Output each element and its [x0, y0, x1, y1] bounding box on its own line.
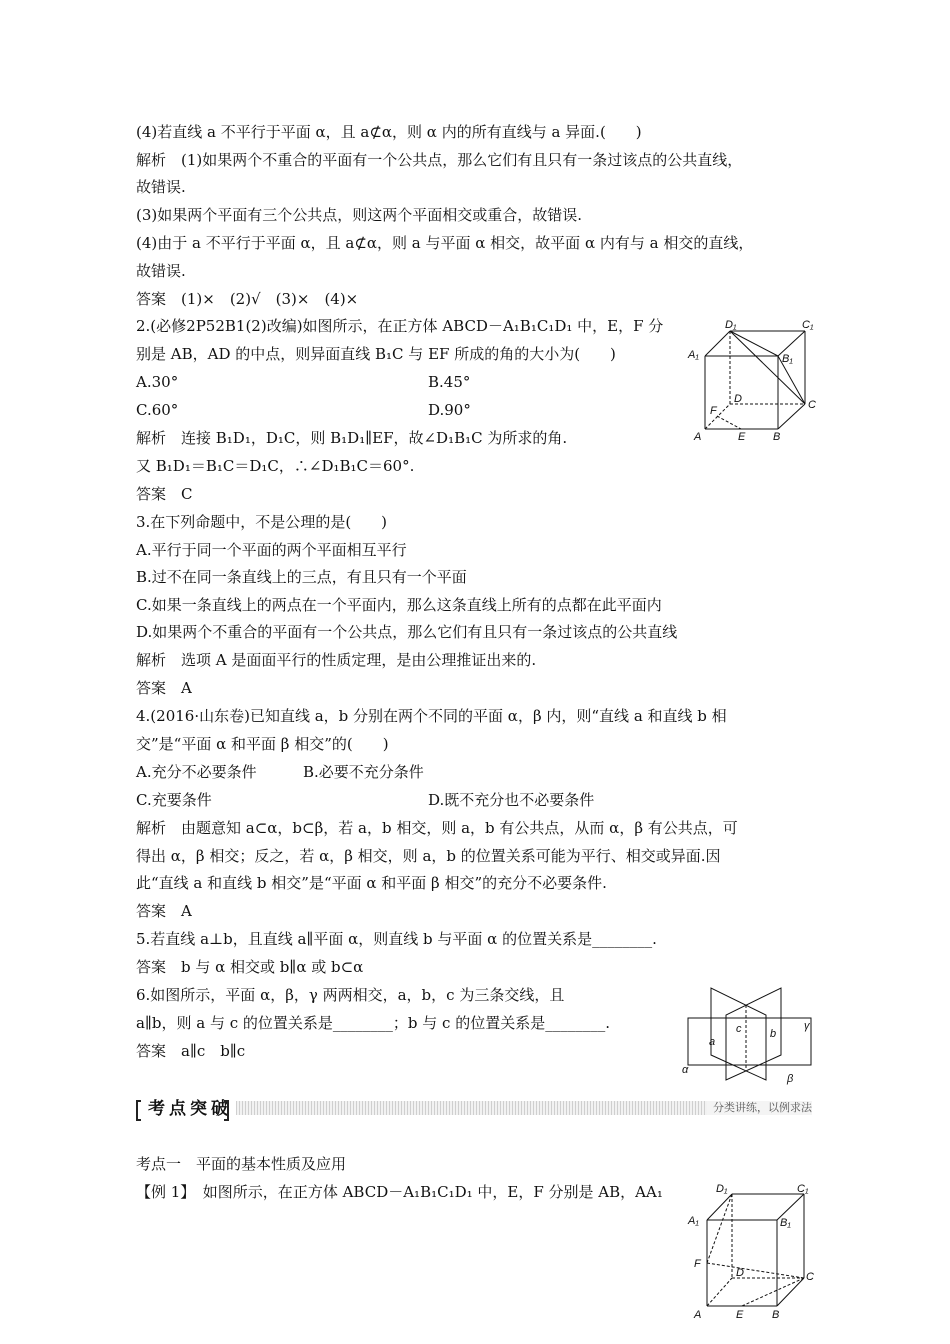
solution2-line1: 解析 连接 B₁D₁，D₁C，则 B₁D₁∥EF，故∠D₁B₁C 为所求的角. — [136, 429, 568, 447]
section-subtitle: 分类讲练，以例求法 — [707, 1101, 812, 1115]
planes-figure-q6 — [676, 985, 821, 1085]
cube1-label-d: D — [734, 393, 742, 405]
example1-stem: 【例 1】 如图所示，在正方体 ABCD－A₁B₁C₁D₁ 中，E，F 分别是 AB，AA₁ — [136, 1183, 663, 1201]
q6-line1: 6.如图所示，平面 α，β，γ 两两相交，a，b，c 为三条交线，且 — [136, 986, 565, 1004]
cube2-label-b1: B₁ — [780, 1217, 791, 1229]
cube1-label-e: E — [738, 431, 746, 443]
plane-label-alpha: α — [682, 1064, 689, 1076]
cube2-label-f: F — [694, 1258, 701, 1270]
cube1-label-f: F — [710, 405, 717, 417]
q4-option-a: A.充分不必要条件 — [136, 763, 257, 781]
cube-figure-example1 — [682, 1180, 822, 1320]
q4-option-c: C.充要条件 — [136, 791, 212, 809]
q5-stem: 5.若直线 a⊥b，且直线 a∥平面 α，则直线 b 与平面 α 的位置关系是________. — [136, 930, 657, 948]
cube1-label-d1: D₁ — [725, 319, 737, 331]
solution1-line2: 故错误. — [136, 178, 186, 196]
q2-option-d: D.90° — [428, 401, 471, 419]
q2-line1: 2.(必修2P52B1(2)改编)如图所示，在正方体 ABCD－A₁B₁C₁D₁ 中，E，F 分 — [136, 317, 664, 335]
cube1-label-c: C — [808, 399, 816, 411]
answer2: 答案 C — [136, 485, 193, 503]
solution4-line2: 得出 α，β 相交；反之，若 α，β 相交，则 a，b 的位置关系可能为平行、相交或异面.因 — [136, 847, 721, 865]
q2-option-a: A.30° — [136, 373, 179, 391]
solution1-line4: (4)由于 a 不平行于平面 α，且 a⊄α，则 a 与平面 α 相交，故平面 α 内有与 a 相交的直线， — [136, 234, 754, 252]
solution1-line1: 解析 (1)如果两个不重合的平面有一个公共点，那么它们有且只有一条过该点的公共直线， — [136, 151, 743, 169]
cube2-label-d1: D₁ — [716, 1183, 728, 1195]
q4-option-d: D.既不充分也不必要条件 — [428, 791, 595, 809]
cube1-label-b: B — [773, 431, 781, 443]
plane-label-gamma: γ — [804, 1020, 810, 1032]
solution4-line3: 此“直线 a 和直线 b 相交”是“平面 α 和平面 β 相交”的充分不必要条件. — [136, 874, 607, 892]
band-right-bracket — [224, 1100, 229, 1121]
answer5: 答案 b 与 α 相交或 b∥α 或 b⊂α — [136, 958, 364, 976]
cube1-label-b1: B₁ — [782, 353, 793, 365]
cube2-label-a1: A₁ — [688, 1215, 699, 1227]
q2-line2: 别是 AB，AD 的中点，则异面直线 B₁C 与 EF 所成的角的大小为( ) — [136, 345, 616, 363]
solution3: 解析 选项 A 是面面平行的性质定理，是由公理推证出来的. — [136, 651, 537, 669]
cube1-label-a1: A₁ — [688, 349, 699, 361]
q3-option-d: D.如果两个不重合的平面有一个公共点，那么它们有且只有一条过该点的公共直线 — [136, 623, 678, 641]
cube2-label-b: B — [772, 1309, 780, 1321]
q1-item4: (4)若直线 a 不平行于平面 α，且 a⊄α，则 α 内的所有直线与 a 异面.( ) — [136, 123, 642, 141]
cube2-label-c: C — [806, 1271, 814, 1283]
q4-line1: 4.(2016·山东卷)已知直线 a，b 分别在两个不同的平面 α，β 内，则“直线 a 和直线 b 相 — [136, 707, 727, 725]
cube2-label-d: D — [736, 1267, 744, 1279]
cube1-label-c1: C₁ — [802, 319, 814, 331]
cube2-label-c1: C₁ — [797, 1183, 809, 1195]
q3-stem: 3.在下列命题中，不是公理的是( ) — [136, 513, 388, 531]
answer1: 答案 (1)× (2)√ (3)× (4)× — [136, 290, 359, 308]
solution4-line1: 解析 由题意知 a⊂α，b⊂β，若 a，b 相交，则 a，b 有公共点，从而 α，β 有公共点，可 — [136, 819, 738, 837]
q3-option-a: A.平行于同一个平面的两个平面相互平行 — [136, 541, 407, 559]
q3-option-c: C.如果一条直线上的两点在一个平面内，那么这条直线上所有的点都在此平面内 — [136, 596, 662, 614]
q4-option-b: B.必要不充分条件 — [303, 763, 424, 781]
plane-label-beta: β — [787, 1073, 794, 1085]
q3-option-b: B.过不在同一条直线上的三点，有且只有一个平面 — [136, 568, 467, 586]
q2-option-c: C.60° — [136, 401, 179, 419]
solution1-line3: (3)如果两个平面有三个公共点，则这两个平面相交或重合，故错误. — [136, 206, 583, 224]
q6-line2: a∥b，则 a 与 c 的位置关系是________；b 与 c 的位置关系是________. — [136, 1014, 610, 1032]
answer4: 答案 A — [136, 902, 192, 920]
cube-figure-q2 — [680, 316, 820, 446]
answer6: 答案 a∥c b∥c — [136, 1042, 246, 1060]
answer3: 答案 A — [136, 679, 192, 697]
band-left-bracket — [136, 1100, 141, 1121]
cube1-label-a: A — [694, 431, 702, 443]
line-label-c: c — [736, 1023, 742, 1035]
cube2-label-e: E — [736, 1309, 744, 1321]
section-band — [136, 1098, 812, 1120]
cube2-label-a: A — [694, 1309, 702, 1321]
q2-option-b: B.45° — [428, 373, 471, 391]
kaodian1-heading: 考点一 平面的基本性质及应用 — [136, 1155, 347, 1173]
solution2-line2: 又 B₁D₁＝B₁C＝D₁C，∴∠D₁B₁C＝60°. — [136, 457, 415, 475]
line-label-a: a — [709, 1036, 716, 1048]
solution1-line5: 故错误. — [136, 262, 186, 280]
q4-line2: 交”是“平面 α 和平面 β 相交”的( ) — [136, 735, 389, 753]
section-title: 考点突破 — [148, 1099, 232, 1119]
line-label-b: b — [770, 1028, 777, 1040]
